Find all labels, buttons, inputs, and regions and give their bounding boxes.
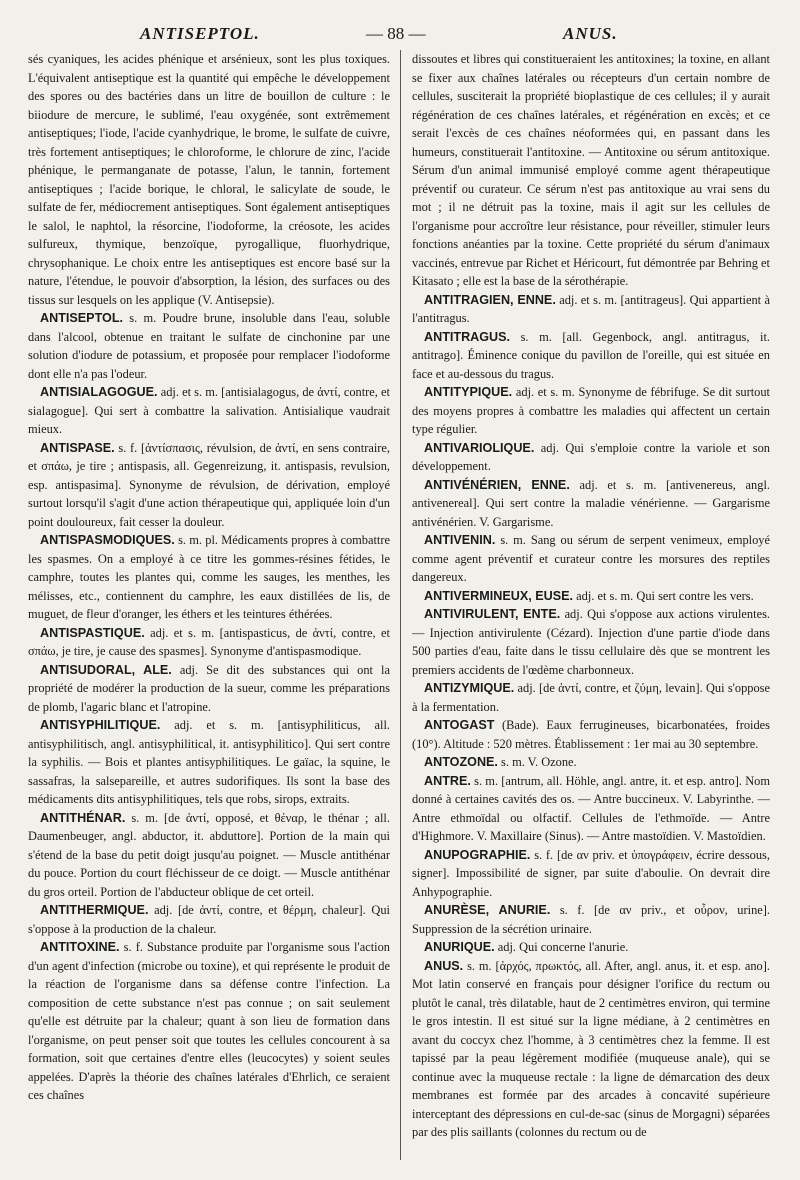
entry-text: adj. [de ἀντί, contre, et θέρμη, chaleur]. Qui s'oppose à la production de la chaleur. <box>28 903 390 936</box>
left-column <box>28 50 390 1170</box>
header-right-guide-word: ANUS. <box>563 24 618 43</box>
entry-headword: ANTIVENIN. <box>424 533 496 547</box>
entry-headword: ANTISPASE. <box>40 440 115 455</box>
entry-anus <box>412 957 770 1142</box>
entry-text: sés cyaniques, les acides phénique et arsénieux, sont les plus toxiques. L'équivalent antiseptique est la quantité qui empêche le développement des spores ou des bactéries dans un litre de bouillon de culture : le biiodure de mercure, le sublimé, l'eau oxygénée, sont extrêmement antiseptiques; l'iode, l'acide cyanhydrique, le brome, le sulfate de cuivre, très fortement antiseptiques; le chloroforme, le chlorure de zinc, l'acide phénique, le permanganate de potasse, l'alun, le tannin, fortement antiseptiques ; l'acide borique, le chloral, le salicylate de soude, le sulfate de fer, médiocrement antiseptiques. Sont également antiseptiques le salol, le naphtol, la résorcine, l'iodoforme, la créosote, les acides sulfureux, thymique, benzoïque, pyrogallique, fluorhydrique, chrysophanique. Le choix entre les antiseptiques est encore basé sur la nature, l'étendue, le pouvoir d'absorption, la lésion, des surfaces ou des tissus sur lesquels on les applique (V. Antisepsie). <box>28 52 390 307</box>
entry-text: s. m. pl. Médicaments propres à combattre les spasmes. On a employé à ce titre les gommes-résines fétides, le camphre, toutes les plantes qui, comme les sauges, les menthes, les mélisses, etc., contiennent du camphre, les eaux distillées de lis, de muguet, de fleur d'oranger, les éthers et les teintures éthérées. <box>28 533 390 621</box>
entry-text: adj. Qui s'emploie contre la variole et son développement. <box>412 440 770 473</box>
entry-headword: ANUS. <box>424 958 464 973</box>
entry-anurique <box>412 938 770 957</box>
entry-text: adj. et s. m. [antitrageus]. Qui appartient à l'antitragus. <box>412 292 770 325</box>
entry-headword: ANURÈSE, ANURIE. <box>424 903 551 917</box>
entry-antre <box>412 772 770 846</box>
entry-text: s. f. [ἀντίσπασις, révulsion, de ἀντί, en sens contraire, et σπάω, je tire ; antispasis, all. Gegenreizung, it. antispasis, revulsion, esp. antispasima]. Synonyme de révulsion, de dérivation, employé surtout lorsqu'il s'agit d'une action thérapeutique qui, appliquée loin d'un point douloureux, fait cesser la douleur. <box>28 440 390 529</box>
running-header <box>0 20 800 48</box>
entry-antiseptol <box>28 309 390 383</box>
entry-headword: ANTIVÉNÉRIEN, ENNE. <box>424 477 570 492</box>
entry-antisudoral <box>28 661 390 717</box>
entry-text: adj. Qui concerne l'anurie. <box>497 940 629 954</box>
entry-antitragien <box>412 291 770 328</box>
entry-headword: ANTITRAGIEN, ENNE. <box>424 292 556 307</box>
page-number: — 88 — <box>366 24 426 43</box>
entry-text: s. f. [de αν priv., et οὖρον, urine]. Suppression de la sécrétion urinaire. <box>412 903 770 936</box>
entry-headword: ANUPOGRAPHIE. <box>424 847 531 862</box>
entry-text: adj. Qui s'oppose aux actions virulentes. — Injection antivirulente (Cézard). Injection d'une partie d'iode dans 500 parties d'eau, faite dans le tissu cellulaire dès que se montrent les premiers accidents de l'œdème charbonneux. <box>412 607 770 677</box>
entry-antivariolique <box>412 439 770 476</box>
entry-antispasmodiques <box>28 531 390 624</box>
entry-headword: ANTIVARIOLIQUE. <box>424 440 535 455</box>
entry-headword: ANTISUDORAL, ALE. <box>40 662 172 677</box>
entry-headword: ANTITRAGUS. <box>424 329 511 344</box>
entry-text: adj. et s. m. Synonyme de fébrifuge. Se dit surtout des moyens propres à combattre les maladies qui affectent un certain type régulier. <box>412 385 770 436</box>
entry-headword: ANTOGAST <box>424 718 495 732</box>
entry-headword: ANTIVERMINEUX, EUSE. <box>424 588 574 603</box>
entry-antitypique <box>412 383 770 439</box>
entry-text: adj. et s. m. [antisialagogus, de ἀντί, contre, et sialagogue]. Qui sert à combattre la salivation. Antisialique vaudrait mieux. <box>28 385 390 436</box>
entry-antivenin <box>412 531 770 587</box>
entry-headword: ANTISYPHILITIQUE. <box>40 718 161 732</box>
entry-headword: ANTISEPTOL. <box>40 311 124 325</box>
entry-headword: ANTIVIRULENT, ENTE. <box>424 607 561 621</box>
right-column <box>412 50 770 1170</box>
entry-antithenar <box>28 809 390 902</box>
entry-text: adj. Se dit des substances qui ont la propriété de modérer la production de la sueur, comme les préparations de plomb, l'agaric blanc et l'atropine. <box>28 662 390 714</box>
entry-text: s. m. [ἀρχός, πρωκτός, all. After, angl. anus, it. et esp. ano]. Mot latin conservé en français pour désigner l'orifice du rectum ou plutôt le canal, très dilatable, haut de 2 centimètres environ, qui termine le gros intestin. Il est situé sur la ligne médiane, à 2 centimètres en avant du coccyx chez l'homme, à 3 centimètres chez la femme. Il est tapissé par la peau légèrement modifiée (muqueuse anale), qui se continue avec la muqueuse rectale : la ligne de démarcation des deux membranes est formée par des arcades à concavité supérieure interceptant des dépressions en cul-de-sac (sinus de Morgagni) séparées par des plis saillants (colonnes du rectum ou de <box>412 958 770 1139</box>
entry-antivermineux <box>412 587 770 606</box>
entry-antisialagogue <box>28 383 390 439</box>
entry-headword: ANTISPASMODIQUES. <box>40 533 175 547</box>
entry-continuation <box>28 50 390 309</box>
entry-antispase <box>28 439 390 532</box>
entry-text: s. m. [all. Gegenbock, angl. antitragus, it. antitrago]. Éminence conique du pavillon de l'oreille, qui est située en face et au-dessous du tragus. <box>412 329 770 381</box>
entry-headword: ANTISPASTIQUE. <box>40 625 145 640</box>
entry-text: s. f. [de αν priv. et ὑπογράφειν, écrire dessous, signer]. Impossibilité de signer, par suite d'aboulie. On devrait dire Anhypographie. <box>412 847 770 899</box>
entry-text: adj. et s. m. [antispasticus, de ἀντί, contre, et σπάω, je tire, je cause des spasmes]. Synonyme d'antispasmodique. <box>28 625 390 658</box>
header-left-guide-word: ANTISEPTOL. <box>140 24 260 43</box>
entry-antozone <box>412 753 770 772</box>
entry-anurese <box>412 901 770 938</box>
entry-antivenerien <box>412 476 770 532</box>
entry-anupographie <box>412 846 770 902</box>
entry-text: adj. et s. m. [antivenereus, angl. antivenereal]. Qui sert contre la maladie vénérienne. — Gargarisme antivénérien. V. Gargarisme. <box>412 477 770 529</box>
entry-text: adj. et s. m. Qui sert contre les vers. <box>576 588 754 603</box>
entry-headword: ANTISIALAGOGUE. <box>40 385 158 399</box>
entry-text: (Bade). Eaux ferrugineuses, bicarbonatées, froides (10°). Altitude : 520 mètres. Établissement : 1er mai au 30 septembre. <box>412 718 770 751</box>
entry-headword: ANTOZONE. <box>424 755 498 769</box>
entry-headword: ANTITHÉNAR. <box>40 810 126 825</box>
entry-antitragus <box>412 328 770 384</box>
entry-antisyphilitique <box>28 716 390 809</box>
entry-headword: ANTIZYMIQUE. <box>424 681 515 695</box>
entry-antogast <box>412 716 770 753</box>
entry-antivirulent <box>412 605 770 679</box>
entry-antizymique <box>412 679 770 716</box>
entry-antithermique <box>28 901 390 938</box>
entry-antitoxine <box>28 938 390 1105</box>
entry-headword: ANTITHERMIQUE. <box>40 903 149 917</box>
entry-text: s. f. Substance produite par l'organisme sous l'action d'un agent d'infection (microbe ou toxine), et qui représente le produit de la réaction de l'organisme dans sa défense contre l'infection. La composition de cette substance n'est pas connue ; on sait seulement qu'elle est détruite par la chaleur; quant à son lieu de formation dans l'organisme, on peut penser soit que toutes les cellules concourent à sa formation, soit que certaines d'entre elles (leucocytes) y soient seules appelées. D'après la théorie des chaînes latérales d'Ehrlich, ce seraient ces chaînes <box>28 940 390 1102</box>
entry-headword: ANTITOXINE. <box>40 940 120 954</box>
entry-headword: ANTRE. <box>424 773 471 788</box>
entry-headword: ANTITYPIQUE. <box>424 385 513 399</box>
entry-text: adj. [de ἀντί, contre, et ζύμη, levain]. Qui s'oppose à la fermentation. <box>412 681 770 714</box>
entry-text: s. m. Poudre brune, insoluble dans l'eau, soluble dans l'alcool, obtenue en traitant le sulfate de cinchonine par une solution d'iodure de potassium, et proposée pour remplacer l'iodoforme dont elle n'a pas l'odeur. <box>28 311 390 381</box>
entry-text: s. m. [antrum, all. Höhle, angl. antre, it. et esp. antro]. Nom donné à certaines cavités des os. — Antre buccineux. V. Labyrinthe. — Antre ethmoïdal ou olfactif. Cellules de l'ethmoïde. — Antre d'Highmore. V. Maxillaire (Sinus). — Antre mastoïdien. V. Mastoïdien. <box>412 773 770 843</box>
entry-text: s. m. Sang ou sérum de serpent venimeux, employé comme agent préventif et curateur contre les morsures des reptiles dangereux. <box>412 533 770 584</box>
entry-text: adj. et s. m. [antisyphiliticus, all. antisyphilitisch, angl. antisyphilitical, it. antisyphilitico]. Qui sert contre la syphilis. — Bois et plantes antisyphilitiques. Le gaïac, la squine, le sassafras, la salsepareille, et autres sudorifiques. Ils sont la base des médicaments dits antisyphilitiques, tels que robs, sirops, extraits. <box>28 718 390 806</box>
entry-antispastique <box>28 624 390 661</box>
entry-continuation <box>412 50 770 291</box>
entry-headword: ANURIQUE. <box>424 940 495 954</box>
entry-text: s. m. [de ἀντί, opposé, et θέναρ, le thénar ; all. Daumenbeuger, angl. abductor, it. abduttore]. Portion de la main qui s'étend de la base du petit doigt jusqu'au poignet. — Muscle antithénar du pouce. Portion du court fléchisseur de ce doigt. — Muscle antithénar du gros orteil. Portion de l'abducteur oblique de cet orteil. <box>28 810 390 899</box>
column-divider <box>400 50 401 1160</box>
entry-text: dissoutes et libres qui constitueraient les antitoxines; la toxine, en allant se fixer aux chaînes latérales ou récepteurs d'un certain nombre de cellules, susciterait la propriété bioplastique de ces cellules; il y aurait régénération de ces chaînes latérales, et régénération en excès; et ce serait l'excès de ces chaînes néoformées qui, en passant dans les humeurs, constituerait l'antitoxine. — Antitoxine ou sérum antitoxique. Sérum d'un animal immunisé employé comme agent thérapeutique préventif ou curateur. Ce sérum n'est pas antitoxique au vrai sens du mot ; il ne détruit pas la toxine, mais il agit sur les cellules de l'organisme pour accroître leur résistance, pour réveiller, stimuler leurs fonctions anéanties par la toxine. Cette propriété du sérum d'animaux vaccinés, entrevue par Richet et Héricourt, fut démontrée par Behring et Kitasato ; elle est la base de la sérothérapie. <box>412 52 770 288</box>
entry-text: s. m. V. Ozone. <box>501 755 577 769</box>
